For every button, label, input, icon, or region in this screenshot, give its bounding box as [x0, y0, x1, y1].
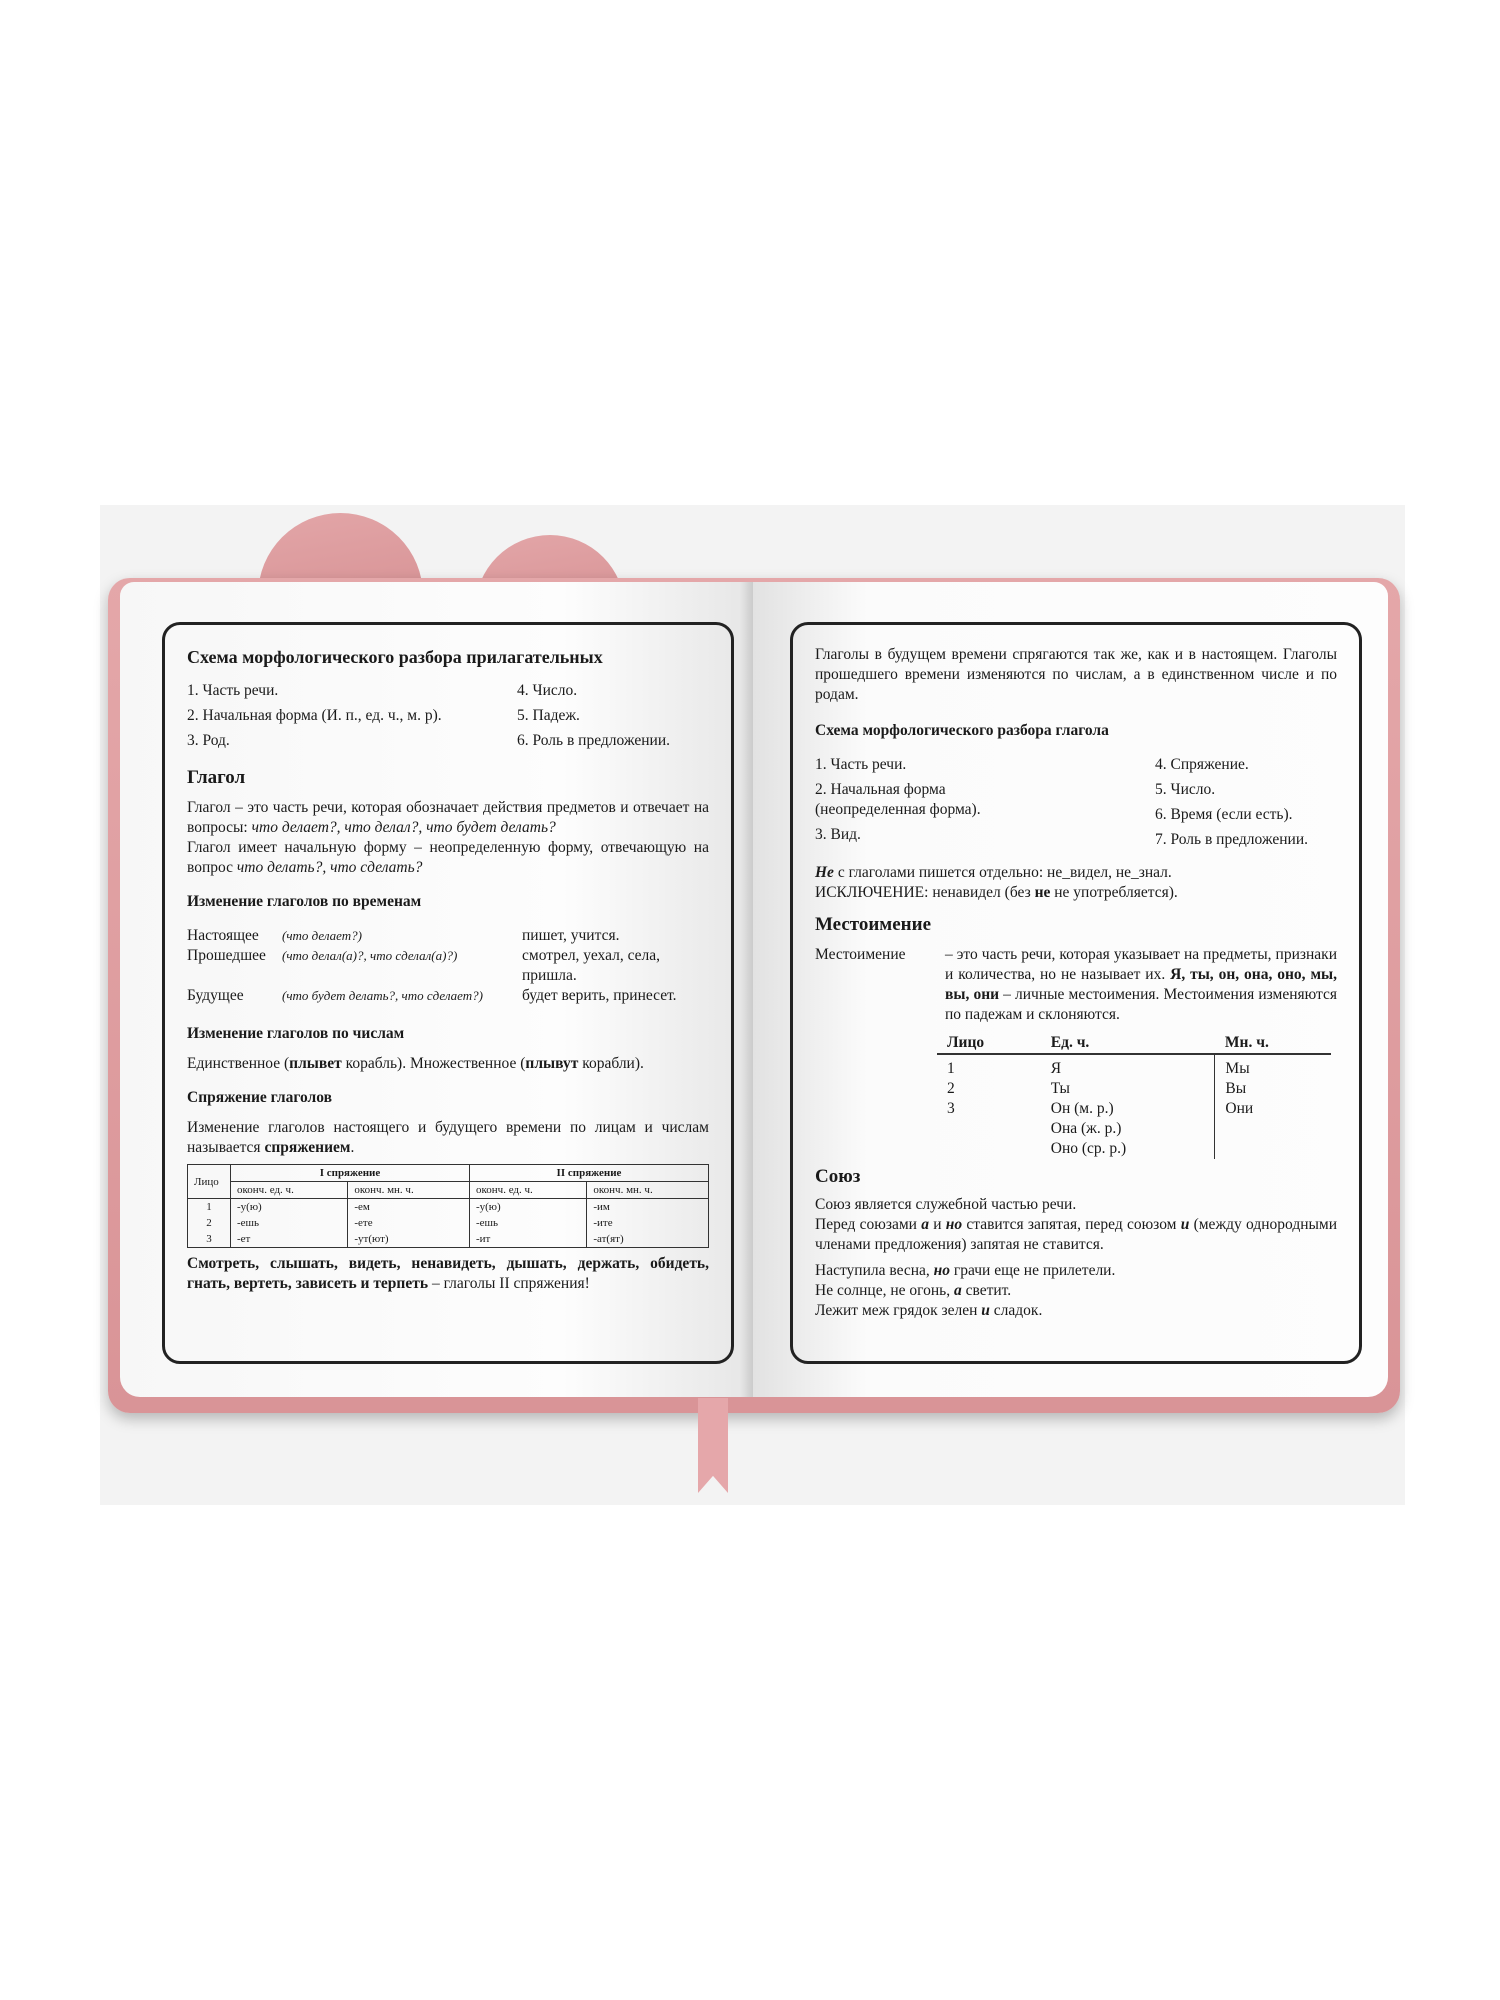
text: не употребляется). [1050, 884, 1178, 901]
future-tense-note: Глаголы в будущем времени спрягаются так же, как и в настоящем. Глаголы прошедшего времени изменяются по числам, а в единственном числе и по родам. [815, 646, 1337, 703]
text: (между однородными членами предложения) запятая не ставится. [815, 1216, 1338, 1253]
list-item: Будущее (что будет делать?, что сделает?) будет верить, принесет. [187, 987, 677, 1004]
list-item: 6. Роль в предложении. [517, 732, 671, 749]
bold-word: но [945, 1216, 963, 1233]
table-header: Ед. ч. [1041, 1033, 1215, 1054]
text: ненавидел (без [928, 884, 1035, 901]
verb-questions: что делает?, что делал?, что будет делать? [251, 819, 556, 836]
text: и [928, 1216, 946, 1233]
tense-heading: Изменение глаголов по временам [187, 893, 422, 910]
table-header: Лицо [188, 1165, 231, 1199]
bold-word: не [1034, 884, 1051, 901]
label: ИСКЛЮЧЕНИЕ: [815, 884, 929, 901]
pronoun-table [937, 1033, 1331, 1159]
table-cell: Ты [1050, 1080, 1070, 1097]
example-line [815, 1301, 1337, 1321]
table-cell: Оно (ср. р.) [1050, 1140, 1127, 1157]
table-cell: Вы [1215, 1079, 1331, 1099]
table-cell: Я [1050, 1060, 1062, 1077]
text: с глаголами пишется отдельно: не_видел, не_знал. [833, 864, 1172, 881]
table-subheader: оконч. мн. ч. [348, 1182, 470, 1199]
bold-word: спряжением [264, 1139, 351, 1156]
text: Единственное ( [187, 1055, 290, 1072]
bold-word: но [933, 1262, 951, 1279]
table-header-row [937, 1033, 1331, 1054]
bold-word: и [981, 1302, 990, 1319]
table-cell: Он (м. р.) [1050, 1100, 1114, 1117]
text: Не солнце, не огонь, [815, 1282, 954, 1299]
bold-word: а [921, 1216, 929, 1233]
list-item: 1. Часть речи. [187, 682, 279, 699]
table-cell: -ешь [469, 1215, 586, 1231]
bold-word: а [953, 1282, 962, 1299]
exceptions-note [187, 1254, 709, 1294]
text: Изменение глаголов настоящего и будущего времени по лицам и числам называется [187, 1119, 709, 1156]
adjective-scheme-list [187, 681, 709, 756]
table-cell [937, 1139, 1041, 1159]
table-subheader: оконч. мн. ч. [587, 1182, 709, 1199]
union-examples [815, 1261, 1337, 1321]
table-cell: 2 [188, 1215, 231, 1231]
list-item: Прошедшее (что делал(а)?, что сделал(а)?) смотрел, уехал, села, пришла. [187, 947, 661, 984]
pronoun-definition [815, 945, 1337, 1025]
table-cell: 2 [947, 1080, 955, 1097]
table-cell: -ете [348, 1215, 470, 1231]
table-row [937, 1099, 1331, 1119]
table-cell [937, 1119, 1041, 1139]
number-example [187, 1054, 709, 1074]
table-subheader: оконч. ед. ч. [469, 1182, 586, 1199]
left-page-frame [162, 622, 734, 1364]
table-cell [1215, 1119, 1331, 1139]
union-heading: Союз [815, 1166, 861, 1187]
text: грачи еще не прилетели. [950, 1262, 1116, 1279]
table-row [937, 1139, 1331, 1159]
table-cell: Она (ж. р.) [1050, 1120, 1122, 1137]
list-item: 3. Род. [187, 732, 230, 749]
text: – это часть речи, которая указывает на предметы, признаки и количества, но не называет их. [945, 946, 1337, 983]
table-subheader: оконч. ед. ч. [231, 1182, 348, 1199]
table-cell: -ет [231, 1231, 348, 1248]
bold-word: плывут [525, 1055, 579, 1072]
table-cell: -им [587, 1199, 709, 1216]
text: Лежит меж грядок зелен [815, 1302, 982, 1319]
text: Наступила весна, [815, 1262, 934, 1279]
list-item: 5. Падеж. [517, 707, 580, 724]
table-header: I спряжение [231, 1165, 470, 1182]
text: Местоимения изменяются по падежам и склоняются. [945, 986, 1338, 1023]
table-cell: -ут(ют) [348, 1231, 470, 1248]
table-cell: 3 [947, 1100, 955, 1117]
ne-rule [815, 863, 1337, 883]
table-row [937, 1119, 1331, 1139]
list-item: 2. Начальная форма (И. п., ед. ч., м. р). [187, 707, 442, 724]
table-cell [1215, 1139, 1331, 1159]
union-definition: Союз является служебной частью речи. [815, 1196, 1077, 1213]
table-cell: 1 [947, 1060, 955, 1077]
verb-definition [187, 798, 709, 838]
table-cell: -у(ю) [231, 1199, 348, 1216]
table-cell: -у(ю) [469, 1199, 586, 1216]
list-item: 3. Вид. [815, 826, 861, 843]
list-item: 6. Время (если есть). [1155, 806, 1293, 823]
table-cell: 1 [188, 1199, 231, 1216]
open-notebook-pages [120, 582, 1388, 1397]
bold-word: Смотреть, слышать, видеть, ненавидеть, дышать, держать, обидеть, гнать, вертеть, зависеть и терпеть [187, 1255, 709, 1292]
text: – личные местоимения. [999, 986, 1160, 1003]
union-rule [815, 1215, 1337, 1255]
conjugation-definition [187, 1118, 709, 1158]
conjugation-heading: Спряжение глаголов [187, 1089, 332, 1106]
bold-word: Я, ты, он, она, оно, мы, вы, они [945, 966, 1337, 1003]
table-cell: -ит [469, 1231, 586, 1248]
verb-initial-form [187, 838, 709, 878]
list-item: 5. Число. [1155, 781, 1216, 798]
number-heading: Изменение глаголов по числам [187, 1025, 405, 1042]
text: . [350, 1139, 355, 1156]
text: корабль). Множественное ( [341, 1055, 526, 1072]
table-cell: 3 [188, 1231, 231, 1248]
bold-word: Не [815, 864, 834, 881]
table-row [188, 1231, 709, 1248]
adjective-scheme-title: Схема морфологического разбора прилагательных [187, 647, 603, 667]
list-item: Настоящее (что делает?) пишет, учится. [187, 927, 620, 944]
right-page [753, 582, 1388, 1397]
list-item: 2. Начальная форма (неопределенная форма). [815, 781, 981, 818]
table-row [188, 1199, 709, 1216]
table-header: Лицо [937, 1033, 1041, 1054]
table-row [937, 1079, 1331, 1099]
table-header: II спряжение [469, 1165, 708, 1182]
table-header: Мн. ч. [1215, 1033, 1331, 1054]
ne-exception [815, 883, 1337, 903]
left-page [120, 582, 753, 1397]
table-row [188, 1215, 709, 1231]
term: Глагол [187, 799, 231, 816]
table-cell: -ите [587, 1215, 709, 1231]
text: корабли). [578, 1055, 644, 1072]
term: Местоимение [815, 946, 906, 963]
table-row [937, 1054, 1331, 1079]
definition-text: – это часть речи, которая обозначает действия предметов и отвечает на вопросы: [187, 799, 710, 836]
table-cell: Они [1215, 1099, 1331, 1119]
verb-scheme-list [815, 755, 1337, 855]
verb-scheme-title: Схема морфологического разбора глагола [815, 722, 1109, 739]
conjugation-table [187, 1164, 709, 1248]
pronoun-heading: Местоимение [815, 914, 932, 935]
tense-list [187, 926, 709, 1006]
table-cell: -ешь [231, 1215, 348, 1231]
text: Перед союзами [815, 1216, 922, 1233]
verb-questions: что делать?, что сделать? [236, 859, 423, 876]
definition-text [945, 945, 1337, 1025]
text: ставится запятая, перед союзом [962, 1216, 1181, 1233]
right-page-frame [790, 622, 1362, 1364]
text: – глаголы II спряжения! [428, 1275, 590, 1292]
example-line [815, 1281, 1337, 1301]
table-cell: -ем [348, 1199, 470, 1216]
example-line [815, 1261, 1337, 1281]
bold-word: плывет [289, 1055, 342, 1072]
bold-word: и [1180, 1216, 1190, 1233]
list-item: 4. Число. [517, 682, 578, 699]
definition-text: Глагол имеет начальную форму – неопределенную форму, отвечающую на вопрос [187, 839, 709, 876]
list-item: 1. Часть речи. [815, 756, 907, 773]
table-cell: Мы [1215, 1054, 1331, 1079]
list-item: 7. Роль в предложении. [1155, 831, 1309, 848]
verb-heading: Глагол [187, 767, 246, 788]
text: сладок. [989, 1302, 1043, 1319]
list-item: 4. Спряжение. [1155, 756, 1249, 773]
table-cell: -ат(ят) [587, 1231, 709, 1248]
text: светит. [961, 1282, 1012, 1299]
